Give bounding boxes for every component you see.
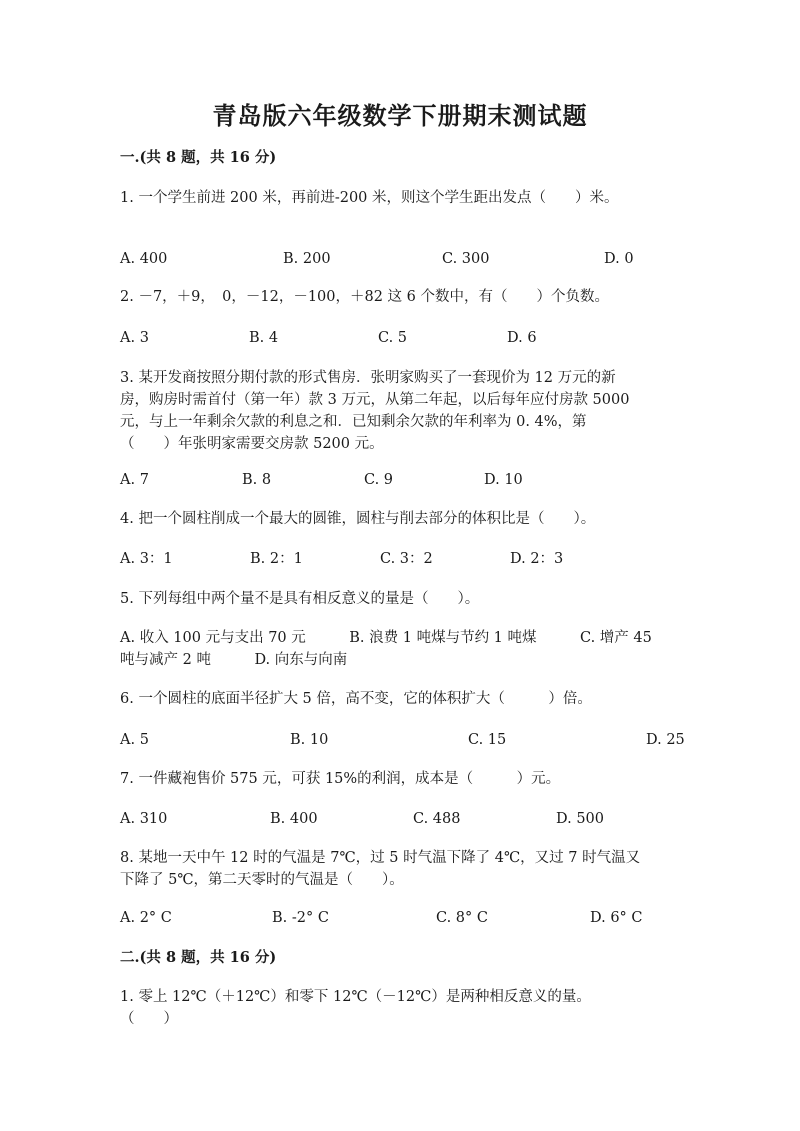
q3-option-d: D. 10 <box>484 472 523 488</box>
q2-option-d: D. 6 <box>507 330 537 346</box>
question-5-text: 5. 下列每组中两个量不是具有相反意义的量是（ ）。 <box>120 591 480 607</box>
question-3-text-line-2: 房，购房时需首付（第一年）款 3 万元，从第二年起，以后每年应付房款 5000 <box>120 392 630 408</box>
q6-option-c: C. 15 <box>468 732 507 748</box>
question-2-text: 2. －7，＋9， 0，－12，－100，＋82 这 6 个数中，有（ ）个负数。 <box>120 289 609 305</box>
question-7-text: 7. 一件藏袍售价 575 元，可获 15%的利润，成本是（ ）元。 <box>120 771 561 787</box>
q5-options-line-2: 吨与减产 2 吨 D. 向东与向南 <box>120 652 348 668</box>
q4-option-a: A. 3：1 <box>120 551 173 567</box>
s2-question-1-text-line-1: 1. 零上 12℃（＋12℃）和零下 12℃（－12℃）是两种相反意义的量。 <box>120 989 591 1005</box>
q4-option-c: C. 3：2 <box>380 551 433 567</box>
question-6-text: 6. 一个圆柱的底面半径扩大 5 倍，高不变，它的体积扩大（ ）倍。 <box>120 691 592 707</box>
q3-option-c: C. 9 <box>364 472 394 488</box>
question-3-text-line-3: 元，与上一年剩余欠款的利息之和．已知剩余欠款的年利率为 0. 4%，第 <box>120 414 587 430</box>
section-header-1: 一.(共 8 题，共 16 分) <box>120 149 277 166</box>
q5-options-line-1: A. 收入 100 元与支出 70 元 B. 浪费 1 吨煤与节约 1 吨煤 C. 增产 45 <box>120 630 652 646</box>
question-3-text-line-4: （ ）年张明家需要交房款 5200 元。 <box>120 436 384 452</box>
q6-option-a: A. 5 <box>120 732 149 748</box>
question-3-text-line-1: 3. 某开发商按照分期付款的形式售房．张明家购买了一套现价为 12 万元的新 <box>120 370 616 386</box>
question-1-text: 1. 一个学生前进 200 米，再前进-200 米，则这个学生距出发点（ ）米。 <box>120 190 619 206</box>
q2-option-b: B. 4 <box>249 330 279 346</box>
q7-option-a: A. 310 <box>120 811 168 827</box>
q1-option-c: C. 300 <box>442 251 490 267</box>
question-8-text-line-1: 8. 某地一天中午 12 时的气温是 7℃，过 5 时气温下降了 4℃，又过 7 时气温又 <box>120 850 641 866</box>
q6-option-d: D. 25 <box>646 732 685 748</box>
q1-option-d: D. 0 <box>604 251 634 267</box>
q4-option-d: D. 2：3 <box>510 551 564 567</box>
q6-option-b: B. 10 <box>290 732 329 748</box>
section-header-2: 二.(共 8 题，共 16 分) <box>120 949 277 966</box>
q3-option-b: B. 8 <box>242 472 272 488</box>
q7-option-d: D. 500 <box>556 811 605 827</box>
q8-option-a: A. 2° C <box>120 910 172 926</box>
s2-question-1-text-line-2: （ ） <box>120 1011 178 1027</box>
q8-option-d: D. 6° C <box>590 910 643 926</box>
q3-option-a: A. 7 <box>120 472 149 488</box>
q2-option-a: A. 3 <box>120 330 149 346</box>
q7-option-c: C. 488 <box>413 811 461 827</box>
q2-option-c: C. 5 <box>378 330 408 346</box>
q8-option-c: C. 8° C <box>436 910 488 926</box>
q1-option-a: A. 400 <box>120 251 168 267</box>
q8-option-b: B. -2° C <box>272 910 329 926</box>
question-8-text-line-2: 下降了 5℃，第二天零时的气温是（ ）。 <box>120 872 404 888</box>
question-4-text: 4. 把一个圆柱削成一个最大的圆锥，圆柱与削去部分的体积比是（ ）。 <box>120 511 596 527</box>
q7-option-b: B. 400 <box>270 811 318 827</box>
page-title: 青岛版六年级数学下册期末测试题 <box>212 101 588 130</box>
q4-option-b: B. 2：1 <box>250 551 303 567</box>
q1-option-b: B. 200 <box>283 251 331 267</box>
